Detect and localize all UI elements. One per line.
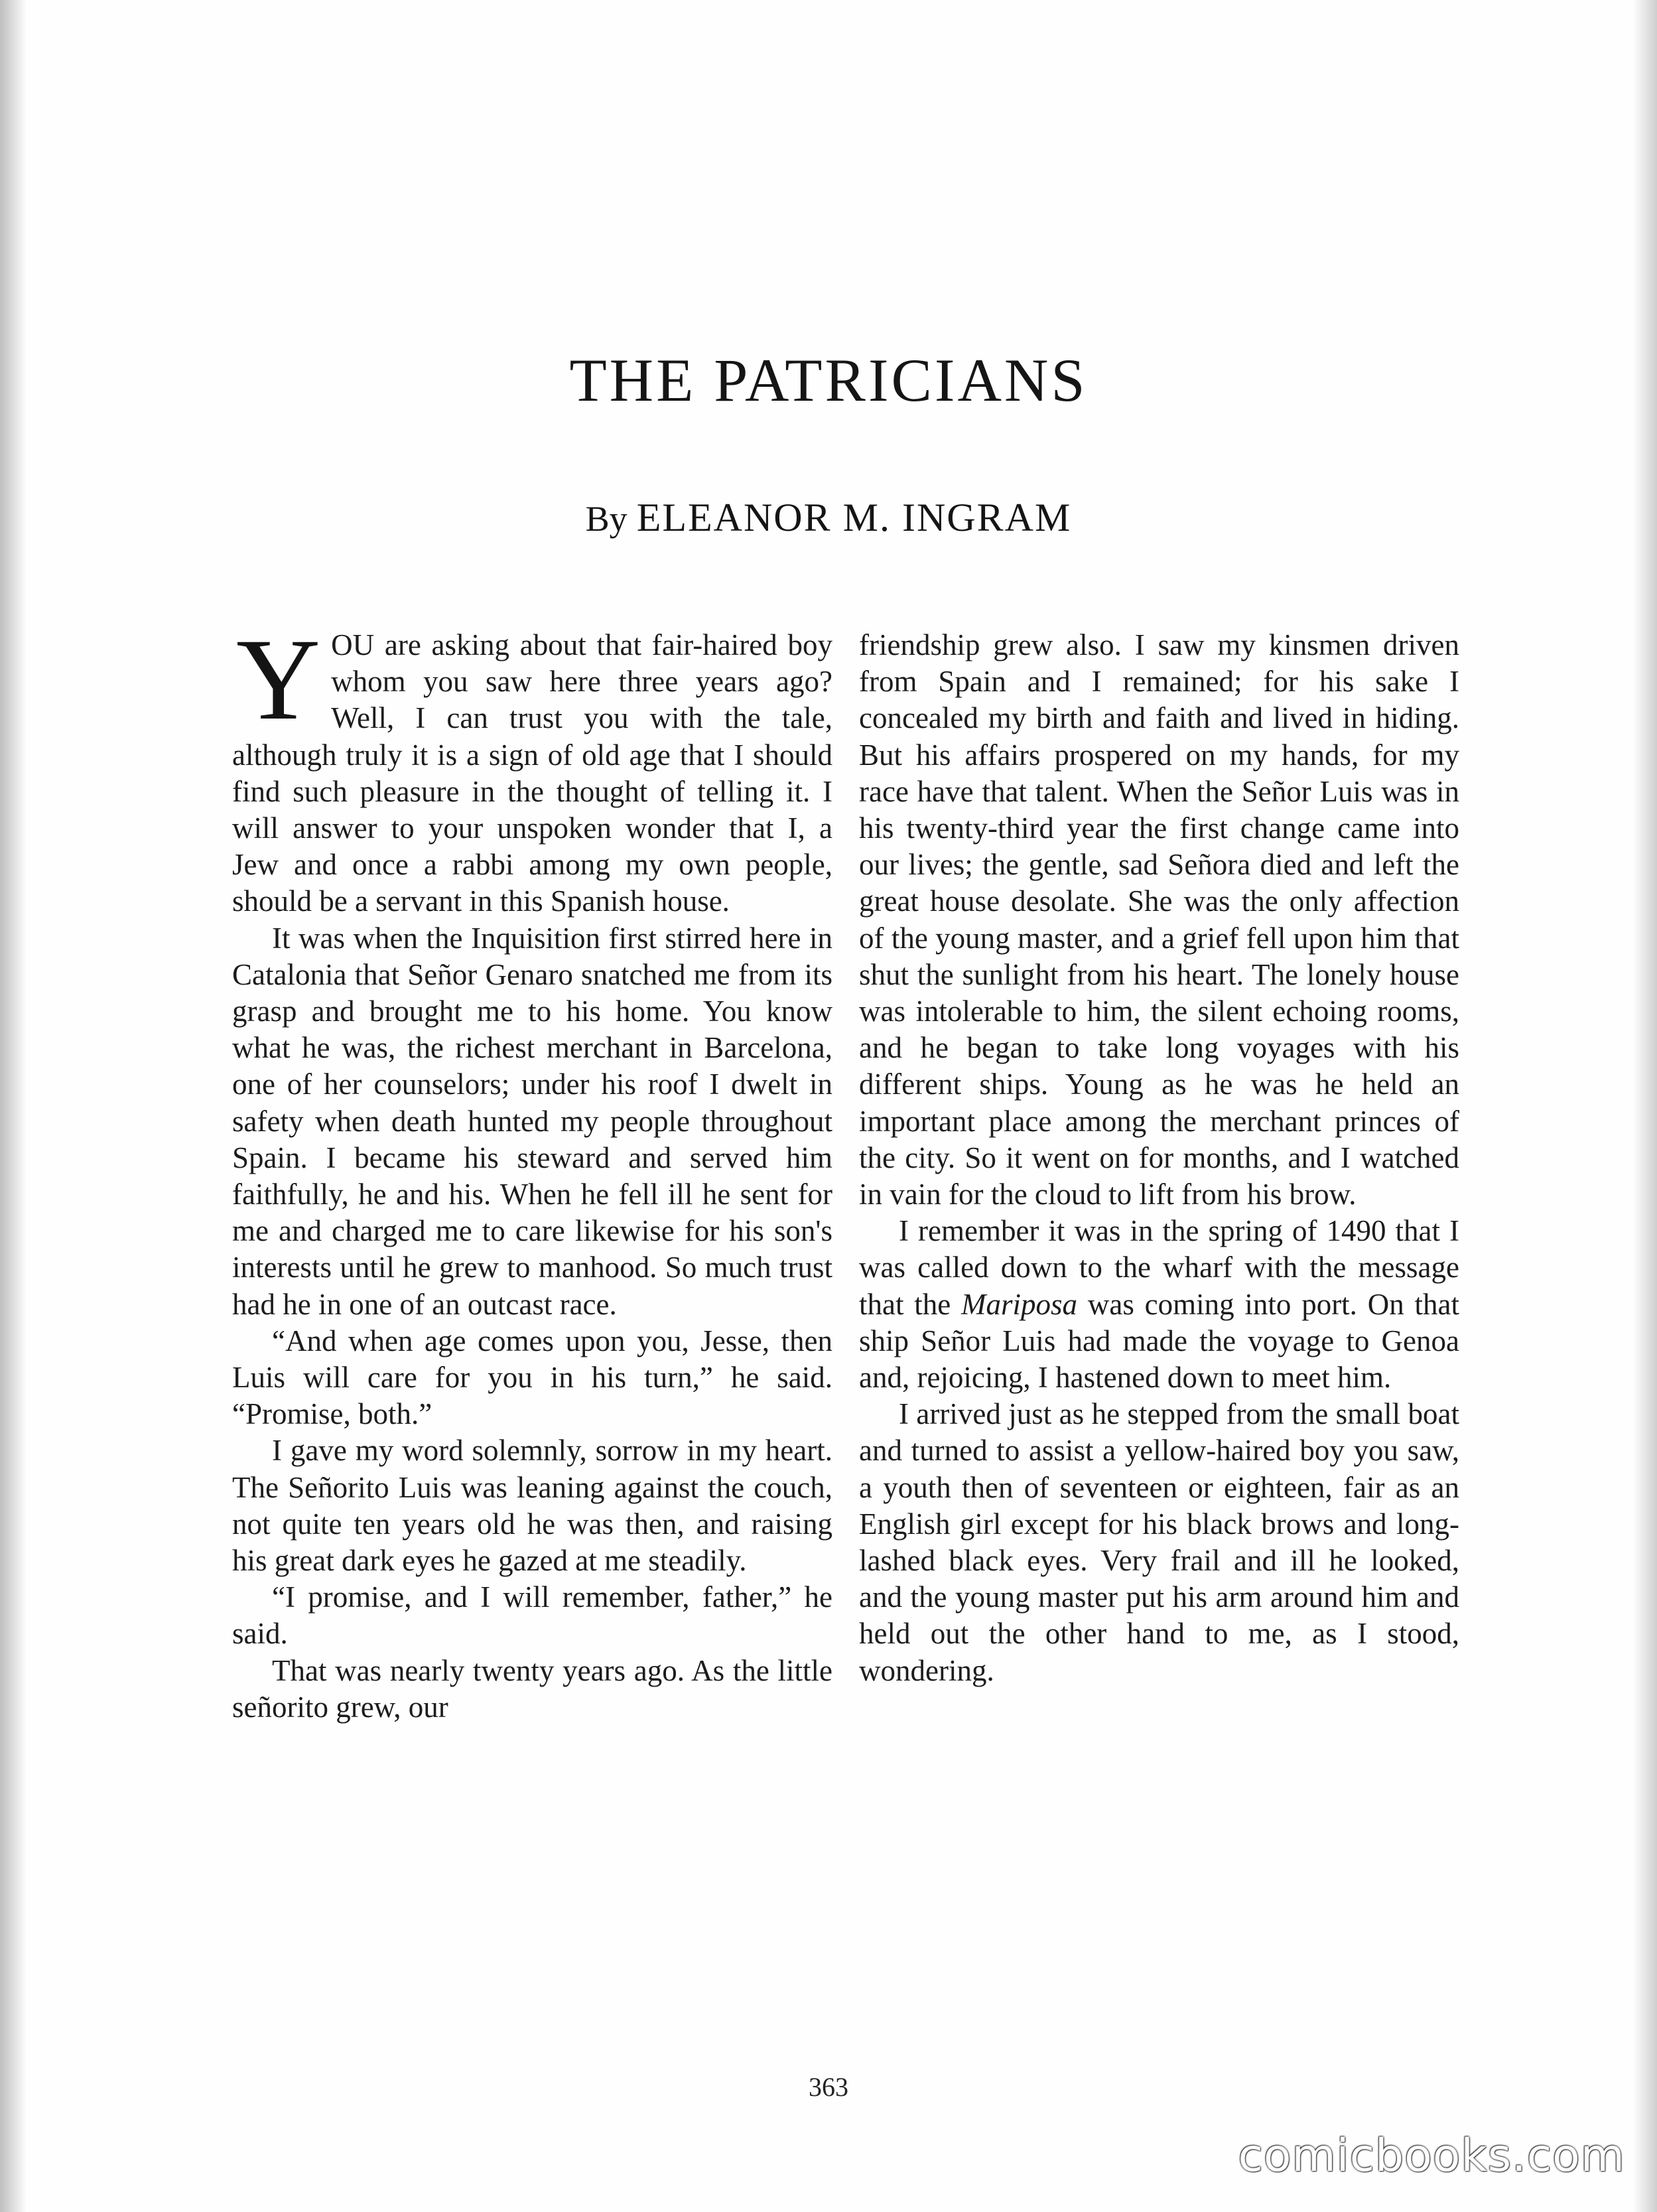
- right-column: [859, 627, 1459, 1689]
- paragraph-arrival: I arrived just as he stepped from the small boat and turned to assist a yellow-haired boy you saw, a youth then of seventeen or eighteen, fair as an English girl except for his black brows and long-lashed black eyes. Very frail and ill he looked, and the young master put his arm around him and held out the other hand to me, as I stood, wondering.: [859, 1397, 1459, 1687]
- paragraph-4: I gave my word solemnly, sorrow in my heart. The Señorito Luis was leaning against the couch, not quite ten years old he was then, and raising his great dark eyes he gazed at me steadily.: [232, 1434, 832, 1578]
- scan-edge-right: [1633, 0, 1657, 2212]
- paragraph-1-text: OU are asking about that fair-haired boy whom you saw here three years ago? Well, I can trust you with the tale, although truly it is a sign of old age that I should find such pleasure in the thought of telling it. I will answer to your unspoken wonder that I, a Jew and once a rabbi among my own people, should be a servant in this Spanish house.: [232, 628, 832, 918]
- page-number: 363: [809, 2072, 848, 2102]
- byline: [0, 495, 1657, 541]
- author-name: ELEANOR M. INGRAM: [636, 496, 1072, 539]
- watermark: comicbooks.com: [1238, 2130, 1625, 2182]
- left-column: [232, 615, 832, 1726]
- article-title: THE PATRICIANS: [569, 346, 1088, 414]
- ship-name: Mariposa: [961, 1287, 1078, 1321]
- drop-cap: Y: [236, 615, 321, 744]
- paragraph-5: “I promise, and I will remember, father,” he said.: [232, 1580, 832, 1651]
- paragraph-3: “And when age comes upon you, Jesse, then Luis will care for you in his turn,” he said. “Promise, both.”: [232, 1324, 832, 1431]
- paragraph-continued: friendship grew also. I saw my kinsmen driven from Spain and I remained; for his sake I concealed my birth and faith and lived in hiding. But his affairs prospered on my hands, for my race have that talent. When the Señor Luis was in his twenty-third year the first change came into our lives; the gentle, sad Señora died and left the great house desolate. She was the only affection of the young master, and a grief fell upon him that shut the sunlight from his heart. The lonely house was intolerable to him, the silent echoing rooms, and he began to take long voyages with his different ships. Young as he was he held an important place among the merchant princes of the city. So it went on for months, and I watched in vain for the cloud to lift from his brow.: [859, 628, 1459, 1211]
- byline-prefix: By: [585, 499, 628, 539]
- paragraph-mariposa-lead: I remember it was in the spring of 1490 that I was called down to the wharf with the message that the: [859, 1214, 1459, 1321]
- paragraph-mariposa: [859, 1213, 1459, 1396]
- paragraph-2: It was when the Inquisition first stirred here in Catalonia that Señor Genaro snatched me from its grasp and brought me to his home. You know what he was, the richest merchant in Barcelona, one of her counselors; under his roof I dwelt in safety when death hunted my people throughout Spain. I became his steward and served him faithfully, he and his. When he fell ill he sent for me and charged me to care likewise for his son's interests until he grew to manhood. So much trust had he in one of an outcast race.: [232, 921, 832, 1321]
- paragraph-mariposa-rest: was coming into port. On that ship Señor Luis had made the voyage to Genoa and, rejoicing, I hastened down to meet him.: [859, 1287, 1459, 1395]
- paragraph-6: That was nearly twenty years ago. As the little señorito grew, our: [232, 1653, 832, 1724]
- scan-edge-left: [0, 0, 27, 2212]
- paragraph-1: [232, 615, 832, 920]
